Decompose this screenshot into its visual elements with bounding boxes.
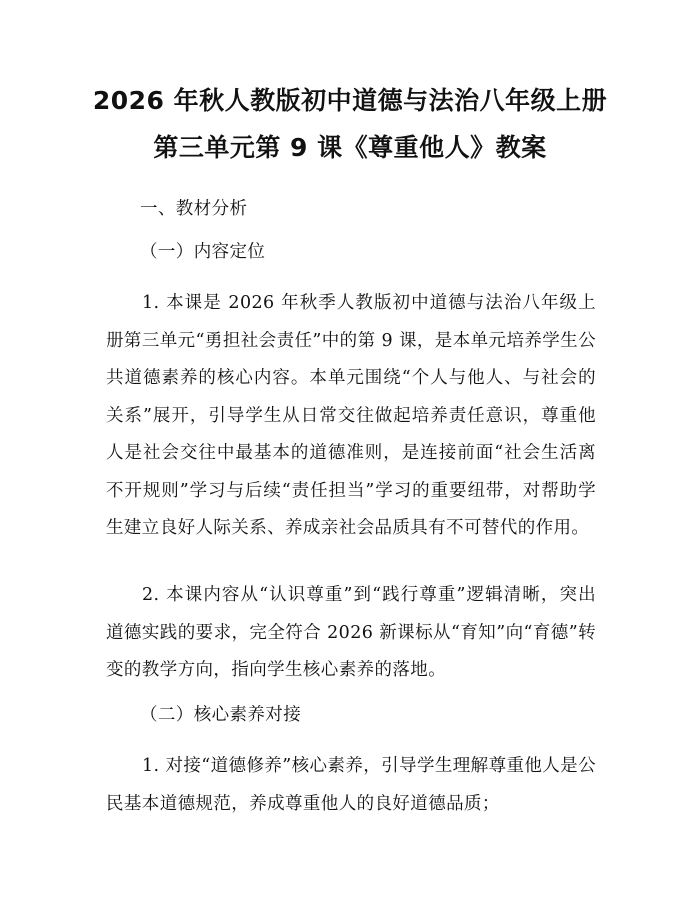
subheading-core-literacy: （二）核心素养对接 — [140, 705, 302, 725]
paragraph-core-literacy-1: 1. 对接“道德修养”核心素养，引导学生理解尊重他人是公民基本道德规范，养成尊重他人的良好道德品质； — [106, 756, 596, 814]
section-heading-textbook-analysis: 一、教材分析 — [140, 199, 248, 219]
document-title-line2: 第三单元第 9 课《尊重他人》教案 — [153, 133, 547, 162]
paragraph-content-positioning-1: 1. 本课是 2026 年秋季人教版初中道德与法治八年级上册第三单元“勇担社会责任”中的第 9 课，是本单元培养学生公共道德素养的核心内容。本单元围绕“个人与他人、与社会的关系”展开，引导学生从日常交往做起培养责任意识，尊重他人是社会交往中最基本的道德准则，是连接前面“社会生活离不开规则”学习与后续“责任担当”学习的重要纽带，对帮助学生建立良好人际关系、养成亲社会品质具有不可替代的作用。 — [106, 293, 596, 538]
document-title-line1: 2026 年秋人教版初中道德与法治八年级上册 — [92, 86, 608, 115]
paragraph-content-positioning-2: 2. 本课内容从“认识尊重”到“践行尊重”逻辑清晰，突出道德实践的要求，完全符合 2026 新课标从“育知”向“育德”转变的教学方向，指向学生核心素养的落地。 — [106, 585, 596, 680]
subheading-content-positioning: （一）内容定位 — [140, 242, 266, 262]
